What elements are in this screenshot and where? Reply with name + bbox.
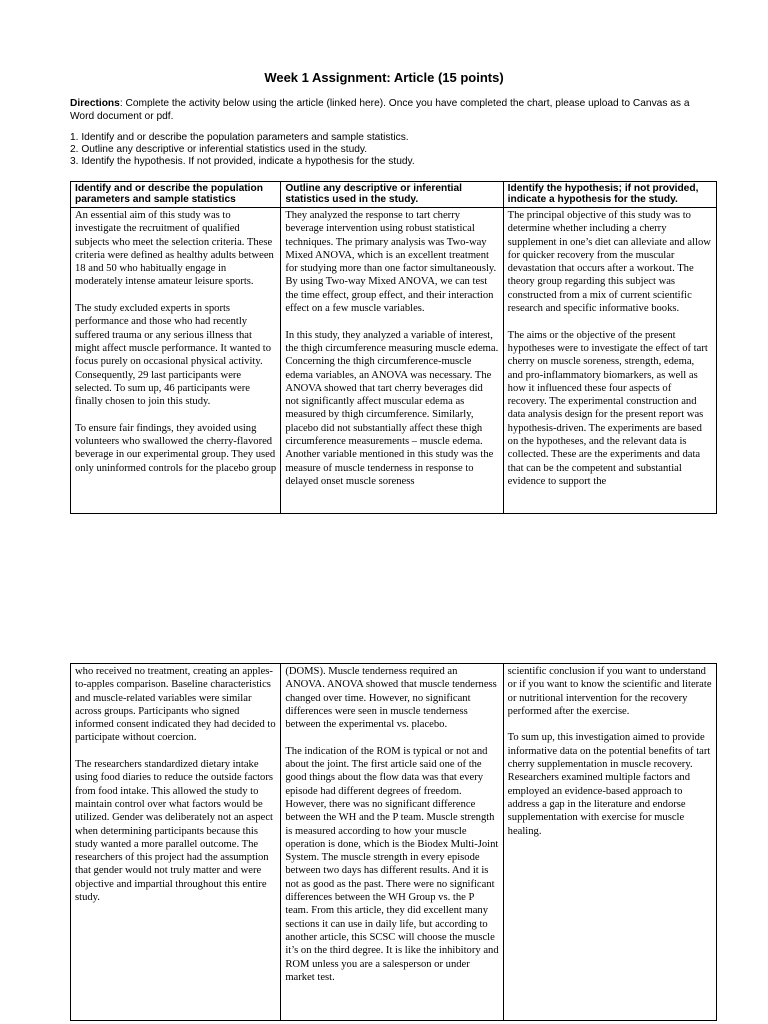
- paragraph: An essential aim of this study was to investigate the recruitment of qualified subjects who meet the selection criteria. These criteria were defined as healthy adults between 18 and 50 who habitually engage in moderately intense amateur leisure sports.: [75, 210, 274, 288]
- header-statistics: Outline any descriptive or inferential statistics used in the study.: [281, 182, 503, 208]
- cell-hypothesis: [503, 208, 716, 514]
- cell-statistics: [281, 664, 503, 1021]
- paragraph: (DOMS). Muscle tenderness required an ANOVA. ANOVA showed that muscle tenderness changed over time. However, no significant differences were seen in muscle tenderness between the experimental vs. placebo.: [285, 666, 497, 731]
- directions-text: : Complete the activity below using the article (linked here). Once you have completed the chart, please upload to Canvas as a Word document or pdf.: [70, 98, 690, 122]
- task-list: [70, 132, 710, 168]
- cell-population: [71, 664, 281, 1021]
- header-hypothesis: Identify the hypothesis; if not provided, indicate a hypothesis for the study.: [503, 182, 716, 208]
- paragraph: The aims or the objective of the present hypotheses were to investigate the effect of tart cherry on muscle soreness, strength, edema, and pro-inflammatory biomarkers, as well as how it influenced these four aspects of recovery. The experimental construction and data analysis design for the present report was hypothesis-driven. The experiments are based on the hypotheses, and the relevant data is collected. These are the experiments and data that can be the competent and substantial evidence to support the: [507, 329, 708, 487]
- assignment-table-page-1: [70, 181, 717, 514]
- directions-label: Directions: [70, 98, 120, 109]
- paragraph: who received no treatment, creating an apples-to-apples comparison. Baseline characteristics and muscle-related variables were similar across groups. Participants who signed informed consent indicated they had decided to participate without coercion.: [75, 666, 276, 744]
- assignment-table-page-2: [70, 663, 717, 1021]
- table-header-row: [71, 182, 717, 208]
- paragraph: To ensure fair findings, they avoided using volunteers who swallowed the cherry-flavored beverage in our experimental group. They used only uninformed controls for the placebo group: [75, 422, 277, 474]
- task-item: 3. Identify the hypothesis. If not provided, indicate a hypothesis for the study.: [70, 156, 415, 167]
- paragraph: The study excluded experts in sports performance and those who had recently suffered trauma or any serious illness that might affect muscle performance. It wanted to focus purely on occasional physical activity. Consequently, 29 last participants were selected. To sum up, 46 participants were finally chosen to join this study.: [75, 303, 272, 408]
- cell-population: [71, 208, 281, 514]
- cell-statistics: [281, 208, 503, 514]
- paragraph: In this study, they analyzed a variable of interest, the thigh circumference measuring muscle edema. Concerning the thigh circumference-muscle edema variables, an ANOVA was necessary. The ANOVA showed that tart cherry beverages did not significantly affect muscular edema as measured by thigh circumference. Similarly, placebo did not substantially affect these thigh circumference measurements – muscle edema. Another variable mentioned in this study was the measure of muscle tenderness in response to delayed onset muscle soreness: [285, 329, 499, 487]
- header-population: Identify and or describe the population parameters and sample statistics: [71, 182, 281, 208]
- paragraph: To sum up, this investigation aimed to provide informative data on the potential benefits of tart cherry supplementation in muscle recovery. Researchers examined multiple factors and employed an evidence-based approach to address a gap in the literature and endorse supplementation with exercise for muscle healing.: [507, 732, 711, 837]
- table-row: [71, 664, 717, 1021]
- directions: [70, 97, 710, 123]
- table-row: [71, 208, 717, 514]
- page-title: Week 1 Assignment: Article (15 points): [264, 70, 504, 85]
- paragraph: The principal objective of this study was to determine whether including a cherry supplement in one’s diet can alleviate and allow for quicker recovery from the muscular devastation that occurs after a workout. The theory group regarding this subject was constructed from a mix of current scientific research and specific informative books.: [507, 210, 711, 315]
- task-item: 1. Identify and or describe the population parameters and sample statistics.: [70, 132, 409, 143]
- paragraph: The indication of the ROM is typical or not and about the joint. The first article said one of the good things about the flow data was that every episode had different degrees of freedom. However, there was no significant difference between the WH and the P team. Muscle strength is measured according to how your muscle operation is done, which is the Biodex Multi-Joint System. The muscle strength in every episode between two days has different results. And it is not as good as the past. There were no significant differences between the WH Group vs. the P team. From this article, they did excellent many sections it can use in daily life, but according to another article, this SCSC will choose the muscle it’s on the third degree. It is like the inhibitory and ROM unless you are a salesperson or under market test.: [285, 745, 499, 983]
- task-item: 2. Outline any descriptive or inferential statistics used in the study.: [70, 144, 368, 155]
- paragraph: scientific conclusion if you want to understand or if you want to know the scientific and literate or nutritional intervention for the recovery performed after the exercise.: [507, 666, 712, 717]
- cell-hypothesis: [503, 664, 716, 1021]
- paragraph: They analyzed the response to tart cherry beverage intervention using robust statistical techniques. The primary analysis was Two-way Mixed ANOVA, which is an excellent treatment for studying more than one factor simultaneously. By using Two-way Mixed ANOVA, we can test the time effect, group effect, and their interaction effect on a few muscle variables.: [285, 210, 497, 315]
- paragraph: The researchers standardized dietary intake using food diaries to reduce the outside factors from food intake. This allowed the study to maintain control over what factors would be utilized. Gender was deliberately not an aspect when determining participants because this study wanted a more parallel outcome. The researchers of this project had the assumption that gender would not truly matter and were objective and impartial throughout this entire study.: [75, 759, 273, 904]
